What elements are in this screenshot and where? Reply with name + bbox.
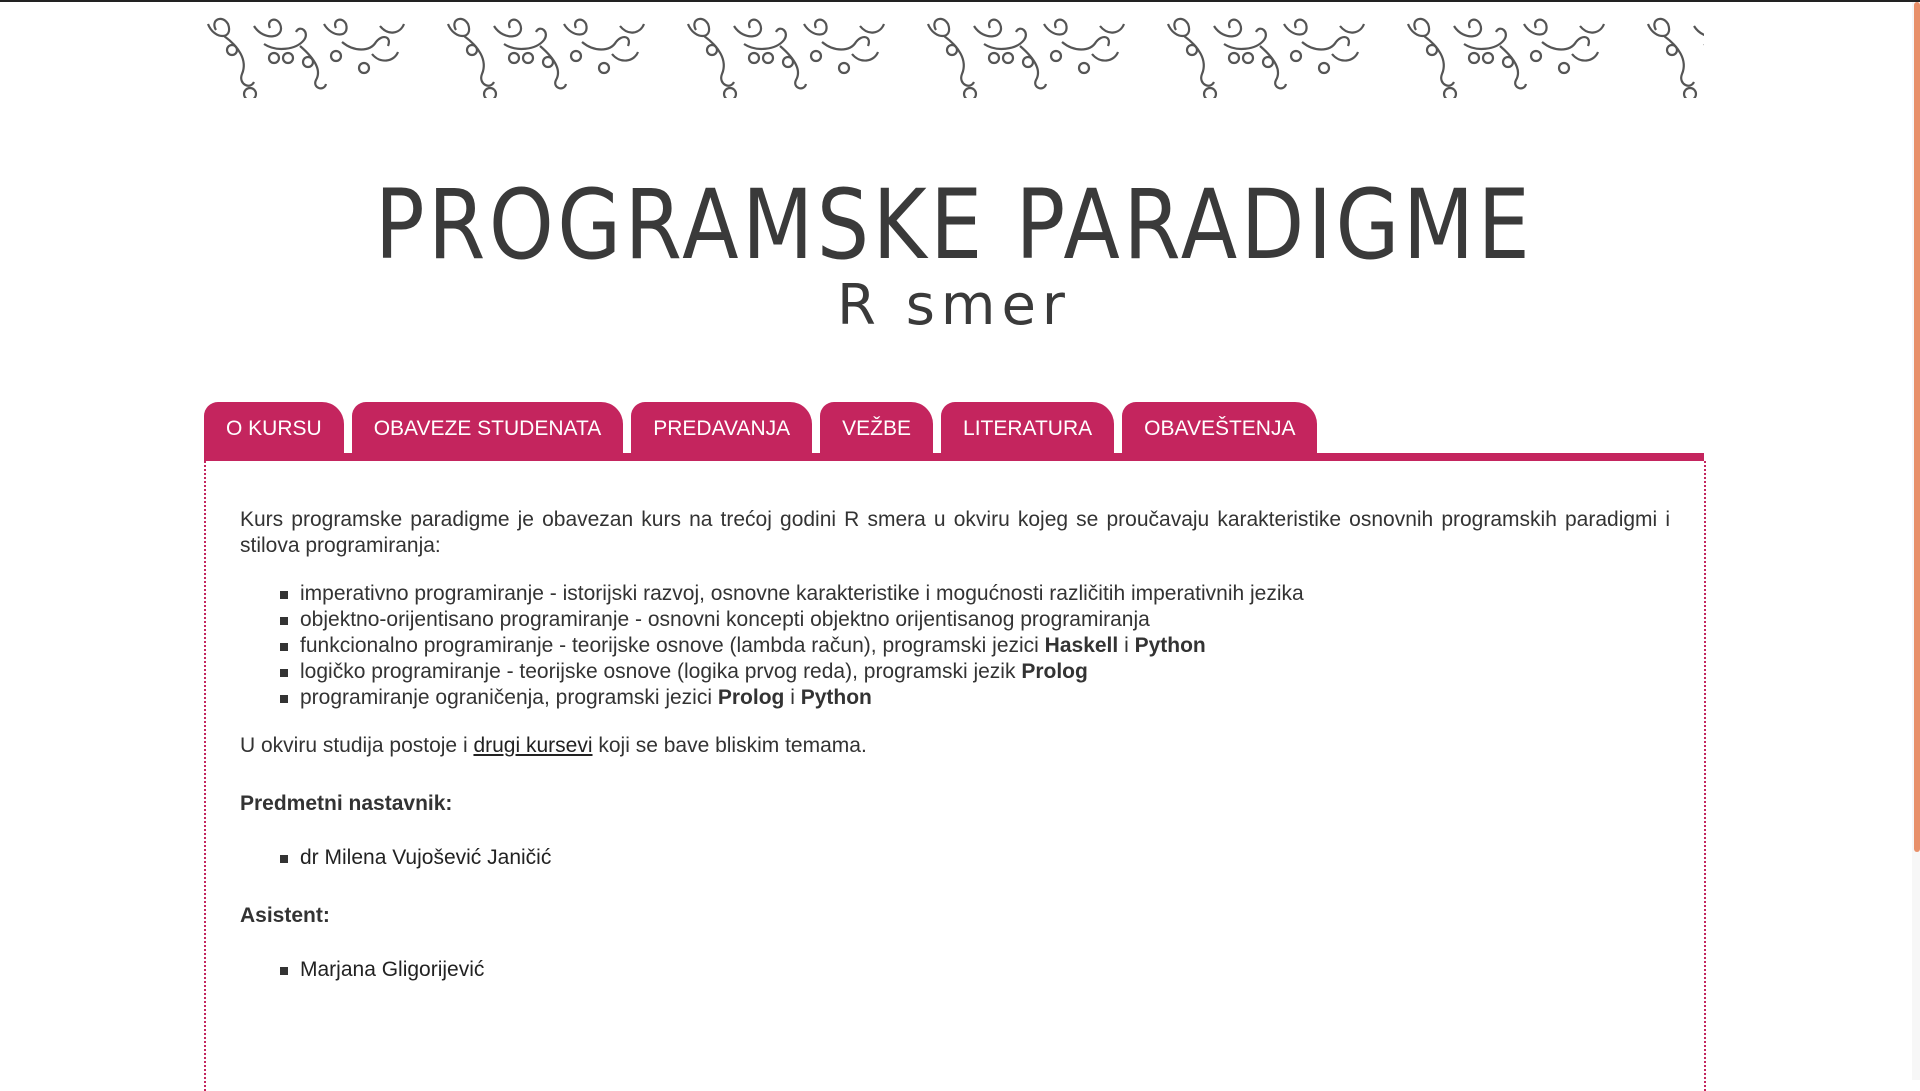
assistant-list <box>240 957 1670 983</box>
tab-o-kursu[interactable]: O KURSU <box>204 402 344 454</box>
other-courses-link[interactable]: drugi kursevi <box>473 734 593 757</box>
tab-obaveze-studenata[interactable]: OBAVEZE STUDENATA <box>352 402 624 454</box>
list-item: imperativno programiranje - istorijski razvoj, osnovne karakteristike i mogućnosti različitih imperativnih jezika <box>280 581 1670 607</box>
window-top-border <box>0 0 1920 2</box>
teacher-name: dr Milena Vujošević Janičić <box>280 845 1670 871</box>
intro-paragraph: Kurs programske paradigme je obavezan kurs na trećoj godini R smera u okviru kojeg se proučavaju karakteristike osnovnih programskih paradigmi i stilova programiranja: <box>240 508 1670 557</box>
main-nav-tabs <box>204 402 1325 454</box>
tab-predavanja[interactable]: PREDAVANJA <box>631 402 812 454</box>
list-item: logičko programiranje - teorijske osnove (logika prvog reda), programski jezik Prolog <box>280 659 1670 685</box>
tab-literatura[interactable]: LITERATURA <box>941 402 1114 454</box>
list-item: programiranje ograničenja, programski jezici Prolog i Python <box>280 685 1670 711</box>
tab-underline-bar <box>204 453 1704 461</box>
tab-obavestenja[interactable]: OBAVEŠTENJA <box>1122 402 1317 454</box>
assistant-label: Asistent: <box>240 904 330 927</box>
teacher-label: Predmetni nastavnik: <box>240 792 453 815</box>
swirl-pattern-icon <box>204 12 1704 98</box>
teacher-list <box>240 845 1670 871</box>
decorative-swirl-banner <box>204 12 1704 98</box>
page-title: PROGRAMSKE PARADIGME <box>374 169 1534 281</box>
list-item: objektno-orijentisano programiranje - osnovni koncepti objektno orijentisanog programiranja <box>280 607 1670 633</box>
other-courses-paragraph: U okviru studija postoje i drugi kursevi koji se bave bliskim temama. <box>240 734 867 757</box>
tab-vezbe[interactable]: VEŽBE <box>820 402 933 454</box>
site-header <box>204 170 1704 336</box>
paradigm-list <box>240 581 1670 711</box>
content-panel <box>204 461 1706 1091</box>
assistant-name: Marjana Gligorijević <box>280 957 1670 983</box>
scrollbar-thumb[interactable] <box>1914 2 1920 852</box>
list-item: funkcionalno programiranje - teorijske osnove (lambda račun), programski jezici Haskell i Python <box>280 633 1670 659</box>
course-description <box>240 507 1670 983</box>
page-subtitle: R smer <box>837 273 1071 338</box>
